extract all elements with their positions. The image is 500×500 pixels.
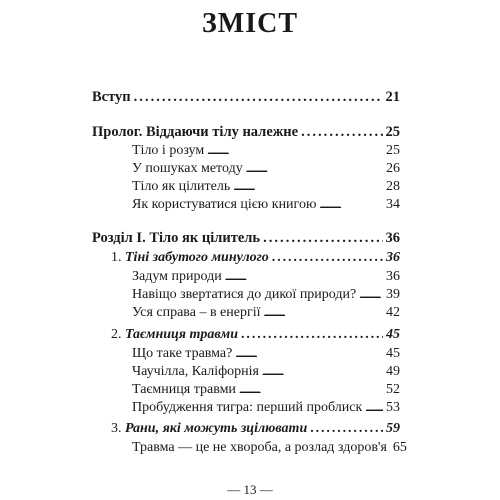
toc-entry[interactable] bbox=[132, 364, 400, 380]
dot-leader bbox=[263, 230, 382, 247]
toc-entry[interactable] bbox=[132, 287, 400, 303]
chapter-number: 2. bbox=[111, 327, 122, 342]
page-number: — 13 — bbox=[227, 482, 273, 497]
toc-entry-label: Розділ I. Тіло як цілитель bbox=[92, 230, 261, 246]
toc-entry-page: 42 bbox=[386, 305, 400, 320]
toc-entry-label: Що таке травма? bbox=[132, 346, 233, 361]
toc-entry-page: 45 bbox=[386, 346, 400, 361]
toc-entry[interactable] bbox=[92, 230, 400, 247]
dot-leader bbox=[246, 161, 383, 177]
toc-entry-page: 59 bbox=[386, 421, 400, 436]
toc-entry[interactable] bbox=[132, 161, 400, 177]
toc-entry-label: У пошуках методу bbox=[132, 161, 243, 176]
toc-entry-page: 45 bbox=[386, 327, 400, 342]
toc-entry-page: 52 bbox=[386, 382, 400, 397]
toc-entry[interactable] bbox=[111, 421, 400, 437]
dot-leader bbox=[225, 269, 383, 285]
dot-leader bbox=[134, 89, 383, 106]
page-title: ЗМІСТ bbox=[202, 8, 298, 39]
dot-leader bbox=[264, 305, 384, 321]
toc-entry-label: Тіло як цілитель bbox=[132, 179, 231, 194]
dot-leader bbox=[310, 421, 383, 437]
dot-leader bbox=[365, 400, 383, 416]
toc-entry-page: 36 bbox=[385, 230, 400, 246]
toc-entry[interactable] bbox=[132, 440, 407, 456]
toc-entry[interactable] bbox=[132, 179, 400, 195]
toc-entry-label: Вступ bbox=[92, 89, 131, 105]
toc-entry-page: 36 bbox=[386, 250, 400, 265]
toc-entry-page: 36 bbox=[386, 269, 400, 284]
toc-entry-label: Тіло і розум bbox=[132, 143, 205, 158]
toc-entry-label: Навіщо звертатися до дикої природи? bbox=[132, 287, 357, 302]
dot-leader bbox=[319, 197, 383, 213]
dot-leader bbox=[235, 346, 383, 362]
toc-entry-page: 25 bbox=[385, 124, 400, 140]
chapter-number: 3. bbox=[111, 421, 122, 436]
toc-entry-label bbox=[111, 327, 238, 343]
dot-leader bbox=[359, 287, 383, 303]
toc-entry[interactable] bbox=[111, 250, 400, 266]
toc-entry[interactable] bbox=[132, 197, 400, 213]
dot-leader bbox=[272, 250, 383, 266]
toc-entry-label: Як користуватися цією книгою bbox=[132, 197, 317, 212]
dot-leader bbox=[233, 179, 383, 195]
dot-leader bbox=[262, 364, 383, 380]
toc-entry-label bbox=[111, 421, 307, 437]
toc-entry-page: 34 bbox=[386, 197, 400, 212]
dot-leader bbox=[207, 143, 383, 159]
toc-entry-page: 25 bbox=[386, 143, 400, 158]
toc-entry-page: 21 bbox=[385, 89, 400, 105]
dot-leader bbox=[241, 327, 383, 343]
toc-entry[interactable] bbox=[132, 305, 400, 321]
toc-entry-label: Пролог. Віддаючи тілу належне bbox=[92, 124, 299, 140]
toc-entry[interactable] bbox=[132, 382, 400, 398]
toc-entry[interactable] bbox=[92, 89, 400, 106]
toc-entry[interactable] bbox=[111, 327, 400, 343]
toc-entry-label: Чаучілла, Каліфорнія bbox=[132, 364, 259, 379]
chapter-number: 1. bbox=[111, 250, 122, 265]
toc-entry-page: 49 bbox=[386, 364, 400, 379]
toc-entry-label: Задум природи bbox=[132, 269, 222, 284]
toc-entry[interactable] bbox=[132, 269, 400, 285]
toc-entry[interactable] bbox=[132, 143, 400, 159]
toc-entry-label: Уся справа – в енергії bbox=[132, 305, 261, 320]
chapter-title: Рани, які можуть зцілювати bbox=[125, 421, 308, 436]
toc-entry-page: 26 bbox=[386, 161, 400, 176]
chapter-title: Тіні забутого минулого bbox=[125, 250, 269, 265]
dot-leader bbox=[301, 124, 382, 141]
toc-entry-page: 53 bbox=[386, 400, 400, 415]
chapter-title: Таємниця травми bbox=[125, 327, 239, 342]
toc-entry-label: Пробудження тигра: перший проблиск bbox=[132, 400, 363, 415]
toc-entry-page: 39 bbox=[386, 287, 400, 302]
toc-entry-page: 65 bbox=[392, 440, 407, 455]
toc-entry-label: Таємниця травми bbox=[132, 382, 236, 397]
toc-entry-page: 28 bbox=[386, 179, 400, 194]
dot-leader bbox=[239, 382, 383, 398]
toc-entry[interactable] bbox=[92, 124, 400, 141]
toc-entry-label: Травма — це не хвороба, а розлад здоров'я bbox=[132, 440, 387, 455]
toc-entry[interactable] bbox=[132, 400, 400, 416]
toc-entry[interactable] bbox=[132, 346, 400, 362]
toc-entry-label bbox=[111, 250, 269, 266]
